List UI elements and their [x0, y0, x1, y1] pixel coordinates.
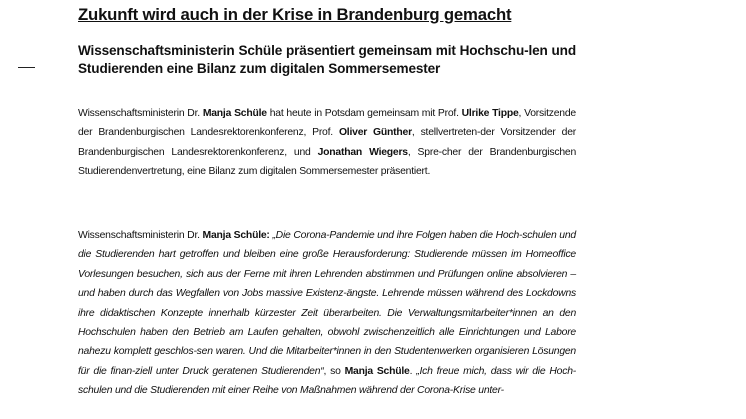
text-segment: , so — [323, 365, 345, 377]
text-segment: hat heute in Potsdam gemeinsam mit Prof. — [266, 108, 462, 119]
text-segment: . — [409, 365, 417, 377]
text-segment: , stellvertreten-der Vorsitzender der Brandenburgischen Landesrektorenkonferenz, und — [78, 127, 576, 158]
colon: : — [266, 230, 273, 241]
text-segment: , Spre-cher der Brandenburgischen Studierendenvertretung, eine Bilanz zum digitalen Sommersemester präsentiert. — [78, 146, 577, 178]
text-segment: Wissenschaftsministerin Dr. — [78, 230, 203, 241]
text-segment: , Vorsitzende der Brandenburgischen Landesrektorenkonferenz, Prof. — [78, 108, 576, 139]
person-name: Jonathan Wiegers — [317, 146, 408, 158]
person-name: Ulrike Tippe — [461, 108, 519, 119]
quote-text: „Ich freue mich, dass wir die Hoch-schulen und die Studierenden mit einer Reihe von Maßnahmen während der Corona-Krise unter- — [78, 365, 576, 397]
paragraph-quote — [78, 226, 576, 401]
subheadline: Wissenschaftsministerin Schüle präsentiert gemeinsam mit Hochschu-len und Studierenden eine Bilanz zum digitalen Sommersemester — [78, 43, 576, 76]
person-name: Oliver Günther — [338, 127, 412, 139]
person-name: Manja Schüle — [202, 230, 267, 241]
person-name: Manja Schüle — [202, 108, 267, 119]
quote-text: „Die Corona-Pandemie und ihre Folgen haben die Hoch-schulen und die Studierenden hart getroffen und bleiben eine große Herausforderung: Studierende müssen im Homeoffice Vorlesungen besuchen, sich aus der Ferne mit ihren Lehrenden abstimmen und Prüfungen online absolvieren – und haben durch das Wegfallen von Jobs massive Existenz-ängste. Lehrende müssen während des Lockdowns ihre didaktischen Konzepte innerhalb kürzester Zeit überarbeiten. Die Verwaltungsmitarbeiter*innen an den Hochschulen haben den Betrieb am Laufen gehalten, obwohl zwischenzeitlich alle Einrichtungen und Labore nahezu komplett geschlos-sen waren. Und die Mitarbeiter*innen in den Studentenwerken organisieren Lösungen für die finan-ziell unter Druck geratenen Studierenden“ — [78, 230, 576, 377]
headline: Zukunft wird auch in der Krise in Brandenburg gemacht — [78, 5, 512, 24]
text-segment: Wissenschaftsministerin Dr. — [78, 108, 203, 119]
paragraph-intro — [78, 104, 576, 182]
person-name: Manja Schüle — [344, 365, 410, 377]
margin-mark — [18, 67, 35, 68]
